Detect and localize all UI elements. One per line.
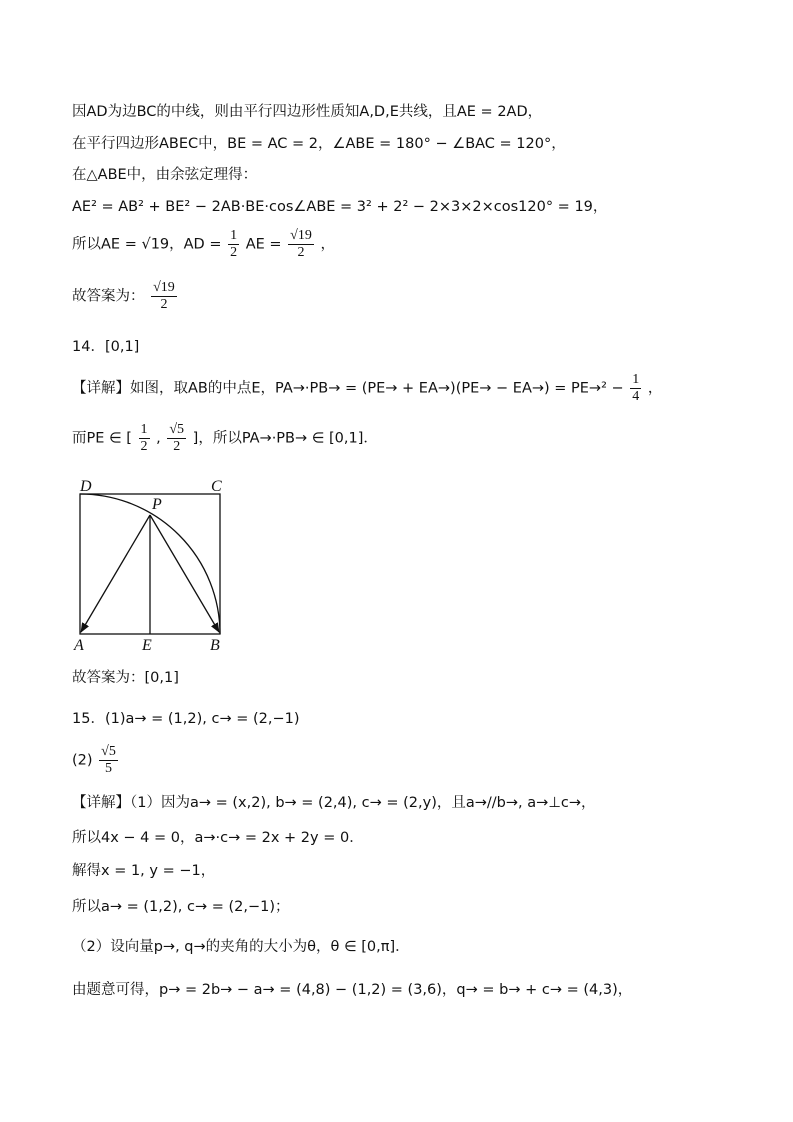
text-line-13: 【详解】（1）因为a→ = (x,2), b→ = (2,4), c→ = (2,y)，且a→//b→, a→⊥c→， bbox=[72, 795, 596, 811]
line5-mid: AE = bbox=[245, 236, 287, 253]
line12-prefix: (2) bbox=[72, 752, 93, 769]
fraction-half-num: 1 bbox=[230, 228, 238, 243]
fraction-sqrt19-over-2 bbox=[288, 228, 314, 261]
label-c: C bbox=[211, 478, 222, 495]
interval-high-num: √5 bbox=[169, 422, 185, 437]
text-line-12 bbox=[72, 744, 120, 777]
fraction-sqrt19-num: √19 bbox=[290, 228, 312, 243]
label-d: D bbox=[80, 478, 92, 495]
text-line-3: 在△ABE中，由余弦定理得： bbox=[72, 167, 258, 183]
line6-prefix: 故答案为： bbox=[72, 288, 145, 305]
line5-prefix: 所以AE = √19，AD = bbox=[72, 236, 227, 253]
answer-fraction-den: 2 bbox=[160, 297, 168, 312]
fraction-half bbox=[228, 228, 239, 261]
text-line-14: 所以4x − 4 = 0，a→·c→ = 2x + 2y = 0． bbox=[72, 830, 364, 846]
line9-end: ]，所以PA→·PB→ ∈ [0,1]． bbox=[192, 430, 378, 447]
text-line-9 bbox=[72, 422, 378, 455]
label-p: P bbox=[152, 496, 162, 513]
fraction-half-den: 2 bbox=[230, 245, 238, 260]
answer-fraction-num: √19 bbox=[153, 280, 175, 295]
geometry-figure bbox=[70, 476, 240, 656]
text-line-1: 因AD为边BC的中线，则由平行四边形性质知A,D,E共线，且AE = 2AD， bbox=[72, 104, 543, 120]
vector-pb bbox=[150, 515, 219, 632]
fraction-quarter bbox=[630, 372, 641, 405]
text-line-18: 由题意可得，p→ = 2b→ − a→ = (4,8) − (1,2) = (3,6)，q→ = b→ + c→ = (4,3)， bbox=[72, 982, 633, 998]
interval-low-fraction bbox=[139, 422, 150, 455]
fraction-sqrt5-over-5 bbox=[99, 744, 118, 777]
label-e: E bbox=[142, 637, 152, 654]
line8-prefix: 【详解】如图，取AB的中点E，PA→·PB→ = (PE→ + EA→)(PE→ − EA→) = PE→² − bbox=[72, 380, 629, 397]
answer-fraction bbox=[151, 280, 177, 313]
interval-low-num: 1 bbox=[140, 422, 148, 437]
line8-end: ， bbox=[647, 380, 663, 397]
vector-pa bbox=[81, 515, 150, 632]
line9-prefix: 而PE ∈ [ bbox=[72, 430, 132, 447]
text-line-5 bbox=[72, 228, 335, 261]
text-line-6 bbox=[72, 280, 179, 313]
interval-low-den: 2 bbox=[140, 439, 148, 454]
text-line-7: 14．[0,1] bbox=[72, 339, 140, 355]
interval-high-den: 2 bbox=[173, 439, 181, 454]
text-line-16: 所以a→ = (1,2), c→ = (2,−1)； bbox=[72, 899, 290, 915]
label-b: B bbox=[210, 637, 220, 654]
fraction-sqrt19-den: 2 bbox=[297, 245, 305, 260]
text-line-10: 故答案为：[0,1] bbox=[72, 670, 179, 686]
line5-end: ， bbox=[320, 236, 335, 253]
interval-high-fraction bbox=[167, 422, 186, 455]
text-line-4: AE² = AB² + BE² − 2AB·BE·cos∠ABE = 3² + 2² − 2×3×2×cos120° = 19， bbox=[72, 199, 608, 215]
fraction-quarter-den: 4 bbox=[632, 389, 640, 404]
fraction-sqrt5-num: √5 bbox=[101, 744, 116, 759]
label-a: A bbox=[74, 637, 84, 654]
text-line-15: 解得x = 1, y = −1， bbox=[72, 863, 216, 879]
text-line-8 bbox=[72, 372, 662, 405]
fraction-sqrt5-den: 5 bbox=[105, 761, 112, 776]
line9-sep: , bbox=[156, 430, 161, 447]
text-line-11: 15．(1)a→ = (1,2), c→ = (2,−1) bbox=[72, 711, 300, 727]
text-line-17: （2）设向量p→, q→的夹角的大小为θ，θ ∈ [0,π]． bbox=[72, 939, 410, 955]
text-line-2: 在平行四边形ABEC中，BE = AC = 2，∠ABE = 180° − ∠BAC = 120°， bbox=[72, 136, 566, 152]
fraction-quarter-num: 1 bbox=[632, 372, 640, 387]
